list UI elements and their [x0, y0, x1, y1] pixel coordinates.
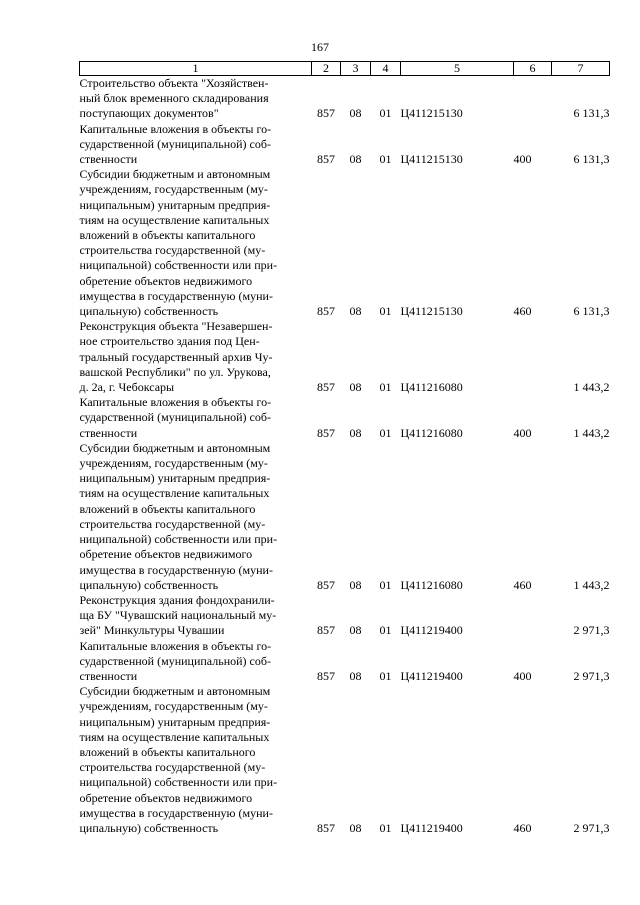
- table-row: [80, 593, 610, 639]
- ministry-code: 857: [317, 668, 335, 683]
- description-line: Строительство объекта "Хозяйствен-: [79, 76, 269, 90]
- subsection-code: 01: [379, 152, 392, 167]
- description-line: ственности: [79, 668, 138, 683]
- description-line: Капитальные вложения в объекты го-: [79, 638, 272, 653]
- section-code: 08: [349, 668, 362, 683]
- subsection-code: 01: [379, 577, 392, 592]
- description-line: строительства государственной (му-: [79, 243, 266, 258]
- header-col-7: 7: [552, 62, 610, 76]
- description-line: ниципальным) унитарным предприя-: [79, 714, 271, 729]
- target-article: Ц411215130: [400, 152, 463, 167]
- header-col-2: 2: [312, 62, 341, 76]
- description-line: сударственной (муниципальной) соб-: [79, 410, 271, 425]
- description-line: ща БУ "Чувашский национальный му-: [79, 608, 277, 623]
- description-line: имущества в государственную (муни-: [79, 805, 273, 820]
- amount: 6 131,3: [573, 304, 610, 319]
- description-line: Субсидии бюджетным и автономным: [79, 684, 271, 699]
- subsection-code: 01: [379, 425, 392, 440]
- section-code: 08: [349, 577, 362, 592]
- description-line: вложений в объекты капитального: [79, 501, 256, 516]
- expense-type: 400: [513, 668, 532, 683]
- description-line: имущества в государственную (муни-: [79, 288, 273, 303]
- header-row: [80, 62, 610, 76]
- expense-type: 400: [513, 152, 532, 167]
- target-article: Ц411219400: [400, 820, 463, 835]
- target-article: Ц411216080: [400, 577, 463, 592]
- row-description: [80, 593, 312, 639]
- description-line: обретение объектов недвижимого: [79, 547, 253, 562]
- description-line: вложений в объекты капитального: [79, 228, 256, 243]
- section-code: 08: [349, 152, 362, 167]
- ministry-code: 857: [317, 106, 335, 121]
- subsection-code: 01: [379, 380, 392, 395]
- description-line: сударственной (муниципальной) соб-: [79, 653, 271, 668]
- amount: 2 971,3: [573, 668, 610, 683]
- header-col-6: 6: [514, 62, 552, 76]
- target-article: Ц411215130: [400, 106, 463, 121]
- row-description: [80, 76, 312, 122]
- subsection-code: 01: [379, 623, 392, 638]
- description-line: ниципальным) унитарным предприя-: [79, 197, 271, 212]
- description-line: тиям на осуществление капитальных: [79, 212, 270, 227]
- header-col-3: 3: [341, 62, 371, 76]
- description-line: вашской Республики" по ул. Урукова,: [79, 364, 271, 379]
- row-description: [80, 395, 312, 441]
- target-article: Ц411219400: [400, 623, 463, 638]
- expense-type: 400: [513, 425, 532, 440]
- description-line: тиям на осуществление капитальных: [79, 486, 270, 501]
- subsection-code: 01: [379, 820, 392, 835]
- amount: 1 443,2: [573, 425, 610, 440]
- page-number: 167: [311, 40, 329, 54]
- target-article: Ц411216080: [400, 425, 463, 440]
- description-line: строительства государственной (му-: [79, 760, 266, 775]
- expense-type: [514, 593, 552, 639]
- row-description: [80, 122, 312, 168]
- ministry-code: 857: [317, 304, 335, 319]
- description-line: Капитальные вложения в объекты го-: [79, 395, 272, 410]
- amount: 6 131,3: [573, 152, 610, 167]
- target-article: Ц411216080: [400, 380, 463, 395]
- description-line: ципальную) собственность: [79, 577, 219, 592]
- description-line: учреждениям, государственным (му-: [79, 699, 268, 714]
- row-description: [80, 319, 312, 395]
- description-line: ниципальным) унитарным предприя-: [79, 471, 271, 486]
- expense-type: 460: [513, 577, 532, 592]
- amount: 2 971,3: [573, 820, 610, 835]
- description-line: учреждениям, государственным (му-: [79, 182, 268, 197]
- ministry-code: 857: [317, 577, 335, 592]
- description-line: обретение объектов недвижимого: [79, 273, 253, 288]
- header-col-1: 1: [80, 62, 312, 76]
- description-line: ниципальной) собственности или при-: [79, 775, 278, 790]
- table-row: [80, 167, 610, 319]
- expense-type: [514, 319, 552, 395]
- row-description: [80, 167, 312, 319]
- subsection-code: 01: [379, 668, 392, 683]
- description-line: ниципальной) собственности или при-: [79, 532, 278, 547]
- amount: 2 971,3: [573, 623, 610, 638]
- table-body: [80, 76, 610, 837]
- description-line: строительства государственной (му-: [79, 516, 266, 531]
- description-line: тральный государственный архив Чу-: [79, 349, 273, 364]
- table-row: [80, 122, 610, 168]
- budget-table: [79, 61, 610, 836]
- header-col-5: 5: [401, 62, 514, 76]
- subsection-code: 01: [379, 304, 392, 319]
- description-line: ное строительство здания под Цен-: [79, 334, 260, 349]
- description-line: ниципальной) собственности или при-: [79, 258, 278, 273]
- ministry-code: 857: [317, 623, 335, 638]
- description-line: Субсидии бюджетным и автономным: [79, 167, 271, 182]
- section-code: 08: [349, 380, 362, 395]
- ministry-code: 857: [317, 820, 335, 835]
- section-code: 08: [349, 304, 362, 319]
- description-line: Реконструкция объекта "Незавершен-: [79, 319, 273, 334]
- table-row: [80, 76, 610, 122]
- description-line: зей" Минкультуры Чувашии: [79, 623, 225, 638]
- expense-type: 460: [513, 304, 532, 319]
- expense-type: 460: [513, 820, 532, 835]
- description-line: Реконструкция здания фондохранили-: [79, 592, 275, 607]
- target-article: Ц411219400: [400, 668, 463, 683]
- table-row: [80, 639, 610, 685]
- description-line: ственности: [79, 425, 138, 440]
- table-row: [80, 395, 610, 441]
- description-line: д. 2а, г. Чебоксары: [79, 380, 175, 395]
- table-row: [80, 684, 610, 836]
- description-line: тиям на осуществление капитальных: [79, 729, 270, 744]
- ministry-code: 857: [317, 152, 335, 167]
- description-line: ственности: [79, 152, 138, 167]
- subsection-code: 01: [379, 106, 392, 121]
- description-line: обретение объектов недвижимого: [79, 790, 253, 805]
- amount: 1 443,2: [573, 577, 610, 592]
- expense-type: [514, 76, 552, 122]
- ministry-code: 857: [317, 380, 335, 395]
- amount: 1 443,2: [573, 380, 610, 395]
- description-line: имущества в государственную (муни-: [79, 562, 273, 577]
- section-code: 08: [349, 106, 362, 121]
- section-code: 08: [349, 425, 362, 440]
- description-line: вложений в объекты капитального: [79, 744, 256, 759]
- description-line: Субсидии бюджетным и автономным: [79, 440, 271, 455]
- description-line: ный блок временного складирования: [79, 91, 269, 106]
- description-line: сударственной (муниципальной) соб-: [79, 136, 271, 151]
- description-line: поступающих документов": [79, 106, 219, 121]
- table-row: [80, 319, 610, 395]
- description-line: ципальную) собственность: [79, 820, 219, 835]
- description-line: Капитальные вложения в объекты го-: [79, 121, 272, 136]
- header-col-4: 4: [371, 62, 401, 76]
- row-description: [80, 441, 312, 593]
- section-code: 08: [349, 820, 362, 835]
- description-line: ципальную) собственность: [79, 304, 219, 319]
- target-article: Ц411215130: [400, 304, 463, 319]
- row-description: [80, 639, 312, 685]
- row-description: [80, 684, 312, 836]
- amount: 6 131,3: [573, 106, 610, 121]
- table-row: [80, 441, 610, 593]
- ministry-code: 857: [317, 425, 335, 440]
- section-code: 08: [349, 623, 362, 638]
- description-line: учреждениям, государственным (му-: [79, 456, 268, 471]
